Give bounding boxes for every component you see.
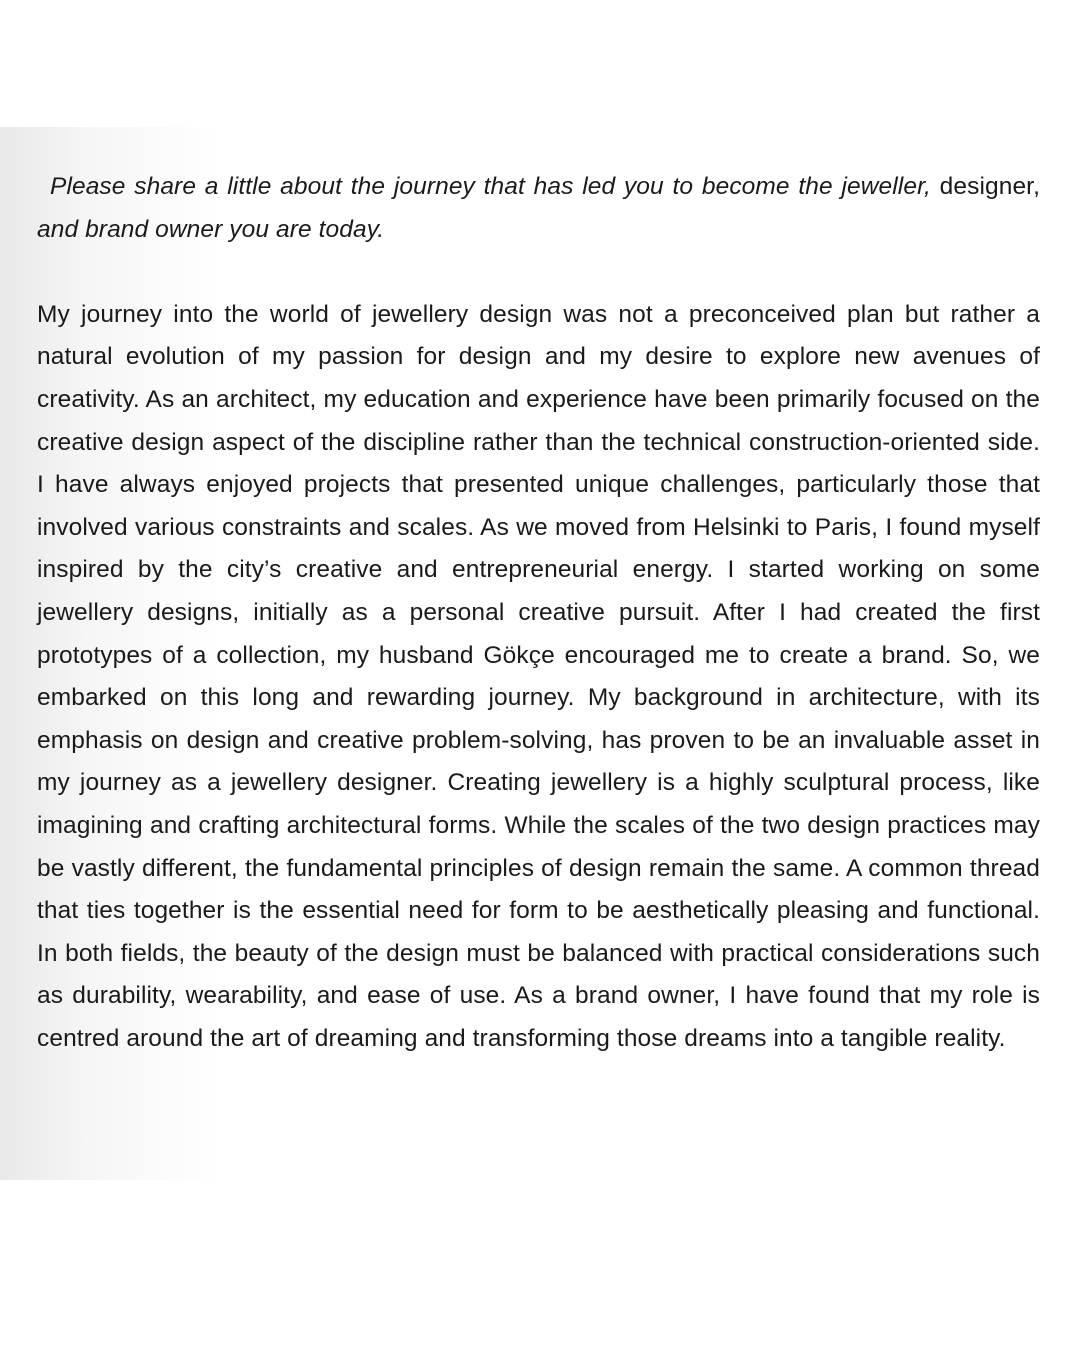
question-part-3: and brand owner you are today.: [37, 215, 385, 243]
interview-question: [37, 166, 1040, 251]
article-body: [37, 166, 1040, 1060]
interview-answer: My journey into the world of jewellery design was not a preconceived plan but rather a natural evolution of my passion for design and my desire to explore new avenues of creativity. As an architect, my education and experience have been primarily focused on the creative design aspect of the discipline rather than the technical construction-oriented side. I have always enjoyed projects that presented unique challenges, particularly those that involved various constraints and scales. As we moved from Helsinki to Paris, I found myself inspired by the city’s creative and entrepreneurial energy. I started working on some jewellery designs, initially as a personal creative pursuit. After I had created the first prototypes of a collection, my husband Gökçe encouraged me to create a brand. So, we embarked on this long and rewarding journey. My background in architecture, with its emphasis on design and creative problem-solving, has proven to be an invaluable asset in my journey as a jewellery designer. Creating jewellery is a highly sculptural process, like imagining and crafting architectural forms. While the scales of the two design practices may be vastly different, the fundamental principles of design remain the same. A common thread that ties together is the essential need for form to be aesthetically pleasing and functional. In both fields, the beauty of the design must be balanced with practical considerations such as durability, wearability, and ease of use. As a brand owner, I have found that my role is centred around the art of dreaming and transforming those dreams into a tangible reality.: [37, 300, 1040, 1052]
question-part-1: Please share a little about the journey that has led you to become the jeweller,: [50, 173, 931, 200]
question-part-2: designer,: [939, 173, 1040, 200]
